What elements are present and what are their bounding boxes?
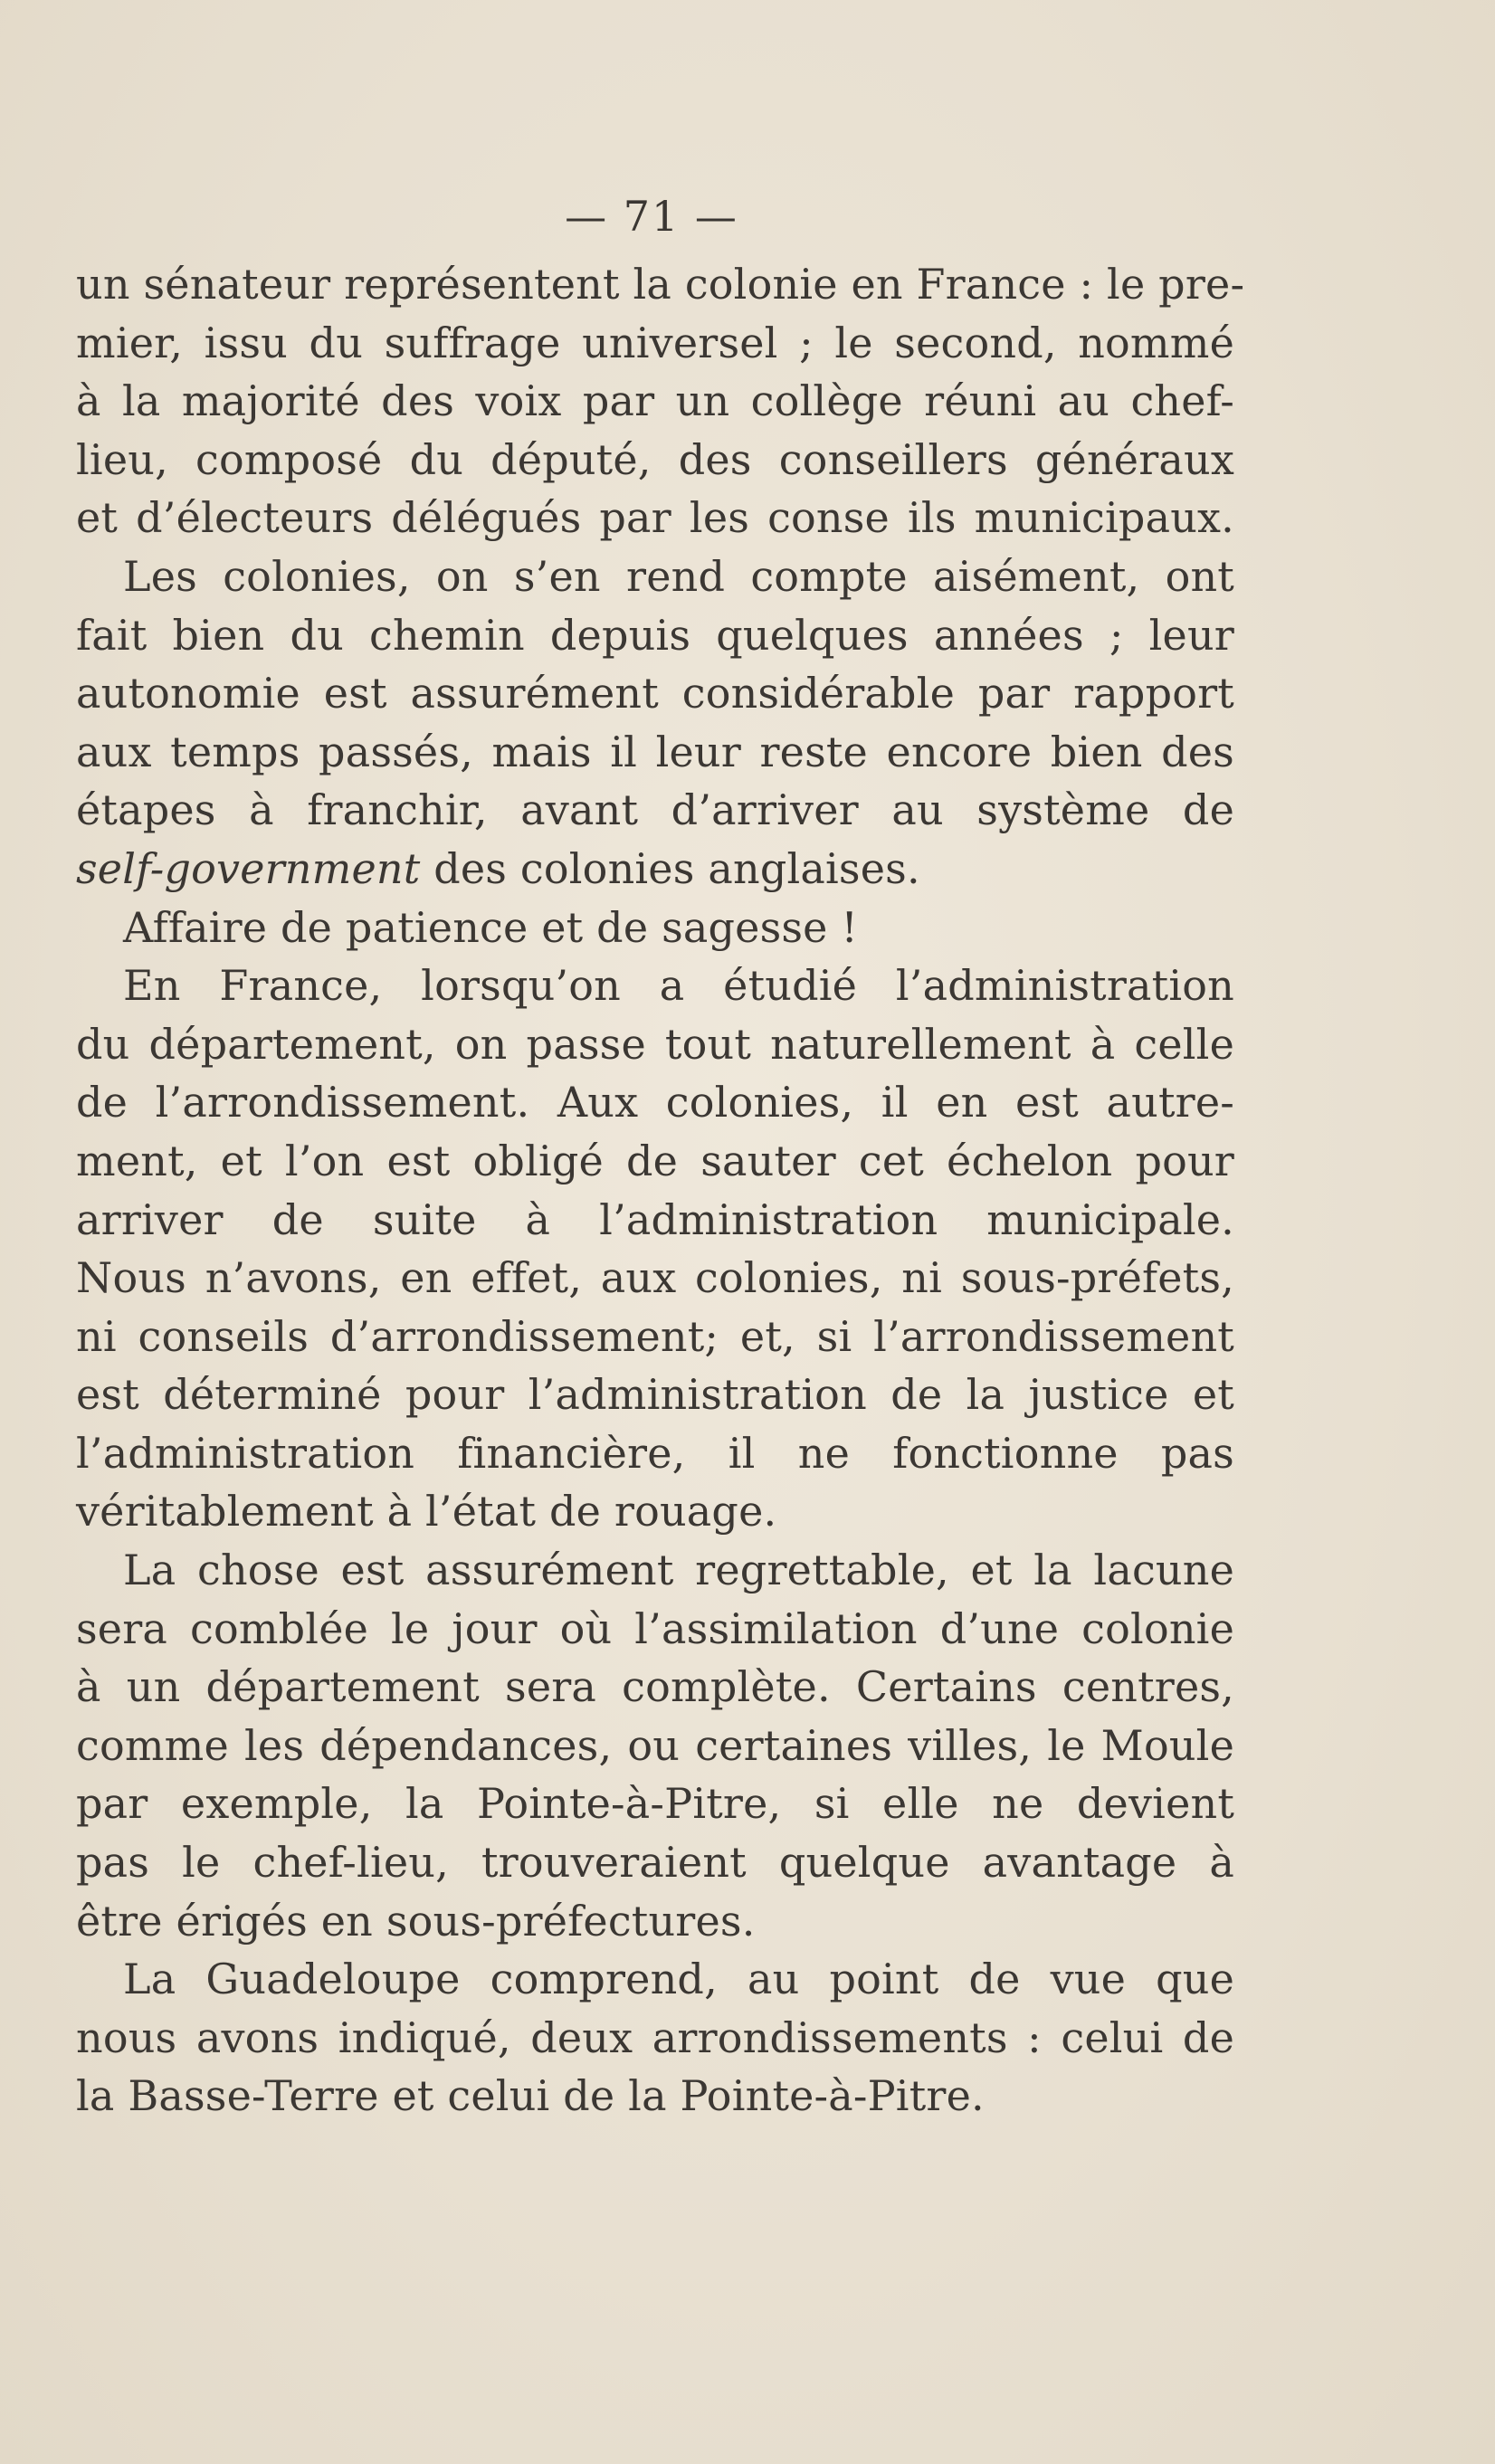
text-line: véritablement à l’état de rouage. <box>76 1487 777 1536</box>
text-line: est déterminé pour l’administration de la justice et <box>76 1370 1234 1420</box>
text-line: ni conseils d’arrondissement; et, si l’arrondissement <box>76 1311 1234 1361</box>
text-line: fait bien du chemin depuis quelques années ; leur <box>76 610 1234 660</box>
paragraph <box>76 547 1234 899</box>
text-line: nous avons indiqué, deux arrondissements : celui de <box>76 2012 1234 2062</box>
text-line: lieu, composé du député, des conseillers généraux <box>76 434 1234 484</box>
text-line: à un département sera complète. Certains centres, <box>76 1662 1234 1712</box>
text-line: Les colonies, on s’en rend compte aisément, ont <box>123 551 1234 601</box>
text-line: La chose est assurément regrettable, et la lacune <box>123 1546 1234 1595</box>
paragraph <box>76 1950 1234 2126</box>
text-line: sera comblée le jour où l’assimilation d’une colonie <box>76 1603 1234 1653</box>
text-line: comme les dépendances, ou certaines villes, le Moule <box>76 1720 1234 1770</box>
text-line: la Basse-Terre et celui de la Pointe-à-Pitre. <box>76 2071 985 2121</box>
text-line: arriver de suite à l’administration municipale. <box>76 1194 1234 1244</box>
text-line: ment, et l’on est obligé de sauter cet échelon pour <box>76 1136 1234 1185</box>
text-line: du département, on passe tout naturellement à celle <box>76 1019 1234 1069</box>
text-line: à la majorité des voix par un collège réuni au chef- <box>76 376 1234 426</box>
text-line: Affaire de patience et de sagesse ! <box>123 902 859 952</box>
italic-term: self-government <box>76 843 421 893</box>
text-line: Nous n’avons, en effet, aux colonies, ni sous-préfets, <box>76 1253 1234 1303</box>
paragraph <box>76 899 1234 957</box>
paragraph <box>76 1541 1234 1950</box>
text-line: La Guadeloupe comprend, au point de vue que <box>123 1955 1234 2004</box>
text-line: un sénateur représentent la colonie en France : le pre- <box>76 260 1245 309</box>
text-fragment: des colonies anglaises. <box>420 843 920 893</box>
text-line: En France, lorsqu’on a étudié l’administration <box>123 961 1234 1011</box>
paragraph <box>76 956 1234 1541</box>
text-line: étapes à franchir, avant d’arriver au système de <box>76 785 1234 835</box>
body-text <box>76 255 1245 2126</box>
text-line <box>76 840 1234 899</box>
text-line: par exemple, la Pointe-à-Pitre, si elle ne devient <box>76 1779 1234 1829</box>
text-line: être érigés en sous-préfectures. <box>76 1896 756 1946</box>
text-line: autonomie est assurément considérable par rapport <box>76 669 1234 718</box>
text-line: de l’arrondissement. Aux colonies, il en est autre- <box>76 1078 1234 1127</box>
page-number: — 71 — <box>565 192 738 241</box>
text-line: l’administration financière, il ne fonctionne pas <box>76 1428 1234 1478</box>
text-line: aux temps passés, mais il leur reste encore bien des <box>76 727 1234 776</box>
text-line: et d’électeurs délégués par les conse ils municipaux. <box>76 493 1234 543</box>
paragraph <box>76 255 1245 547</box>
text-line: mier, issu du suffrage universel ; le second, nommé <box>76 318 1234 367</box>
text-line: pas le chef-lieu, trouveraient quelque avantage à <box>76 1838 1234 1888</box>
